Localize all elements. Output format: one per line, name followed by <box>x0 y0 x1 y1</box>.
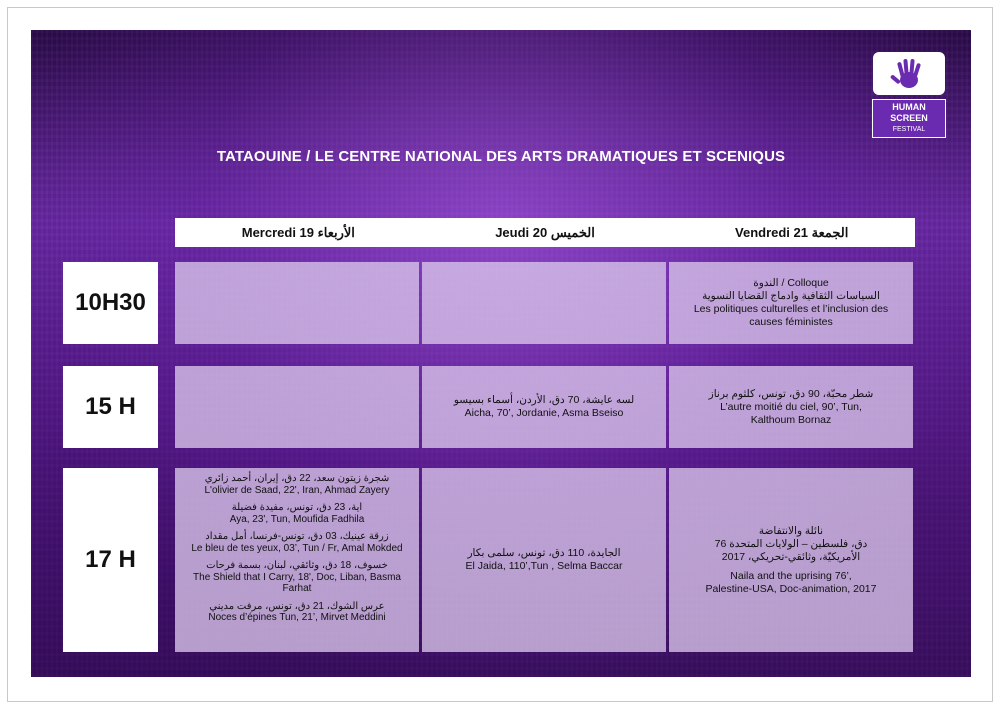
cell-line: خسوف، 18 دق، وثائقي، لبنان، بسمة فرحات <box>206 560 388 571</box>
cell-line: زرقة عينيك، 03 دق، تونس-فرنسا، أمل مقداد <box>205 531 389 542</box>
cell-line: Naila and the uprising 76’, <box>730 569 852 582</box>
cell-line: عرس الشوك، 21 دق، تونس، مرفت مديني <box>209 600 385 612</box>
cell-line: Palestine-USA, Doc-animation, 2017 <box>705 582 877 595</box>
cell-line: Les politiques culturelles et l’inclusion des <box>693 303 889 315</box>
time-slot-1030: 10H30 <box>63 262 158 344</box>
cell-line: 76 دق، فلسطين – الولايات المتحدة <box>714 537 868 550</box>
schedule-cell-fri-15h <box>669 366 913 448</box>
schedule-cell-fri-1030 <box>669 262 913 344</box>
cell-line: لسه عايشة، 70 دق، الأردن، أسماء بسيسو <box>453 394 635 406</box>
schedule-cell-thu-17h <box>422 468 666 652</box>
time-slot-17h: 17 H <box>63 468 158 652</box>
cell-line: Aicha, 70’, Jordanie, Asma Bseiso <box>464 407 624 419</box>
cell-line: Kalthoum Bornaz <box>750 413 832 426</box>
day-label-thursday: Jeudi 20 الخميس <box>495 224 595 240</box>
cell-line: L’autre moitié du ciel, 90’, Tun, <box>720 400 862 413</box>
schedule-cell-thu-15h <box>422 366 666 448</box>
cell-line: شجرة زيتون سعد، 22 دق، إيران، أحمد زائري <box>204 473 390 484</box>
cell-line: Noces d’épines Tun, 21’, Mirvet Meddini <box>208 612 386 623</box>
cell-line: The Shield that I Carry, 18', Doc, Liban, Basma <box>193 571 401 583</box>
cell-line: نائلة والانتفاضة <box>758 524 824 537</box>
cell-line: السياسات الثقافية وادماج القضايا النسوية <box>702 290 880 302</box>
schedule-cell-fri-17h <box>669 468 913 652</box>
cell-line: causes féministes <box>749 316 833 328</box>
day-label-wednesday: Mercredi 19 الأربعاء <box>241 224 355 240</box>
cell-line: L'olivier de Saad, 22', Iran, Ahmad Zayery <box>204 484 390 496</box>
program-poster <box>31 30 971 677</box>
cell-line: الأمريكيّة، وثائقي-تحريكي، 2017 <box>721 550 861 563</box>
festival-logo <box>869 52 949 138</box>
cell-line: اية، 23 دق، تونس، مفيدة فضيلة <box>231 502 363 513</box>
schedule-cell-wed-15h <box>175 366 419 448</box>
cell-line: El Jaida, 110’,Tun , Selma Baccar <box>465 560 623 572</box>
schedule-cell-wed-1030 <box>175 262 419 344</box>
day-header-bar <box>175 218 915 247</box>
cell-line: Le bleu de tes yeux, 03’, Tun / Fr, Amal Mokded <box>191 542 403 554</box>
time-slot-15h: 15 H <box>63 366 158 448</box>
schedule-cell-wed-17h <box>175 468 419 652</box>
schedule-cell-thu-1030 <box>422 262 666 344</box>
cell-line: Aya, 23', Tun, Moufida Fadhila <box>229 513 365 525</box>
logo-wordmark: HUMAN SCREEN FESTIVAL <box>872 99 946 138</box>
cell-line: الندوة / Colloque <box>753 277 829 289</box>
day-label-friday: Vendredi 21 الجمعة <box>735 224 849 240</box>
cell-line: الجايدة، 110 دق، تونس، سلمى بكار <box>467 547 621 559</box>
cell-line: شطر محبّة، 90 دق، تونس، كلثوم برناز <box>708 387 874 400</box>
cell-line: Farhat <box>282 583 312 594</box>
poster-title: TATAOUINE / LE CENTRE NATIONAL DES ARTS DRAMATIQUES ET SCENIQUS <box>216 148 786 165</box>
hand-print-icon <box>873 52 945 95</box>
